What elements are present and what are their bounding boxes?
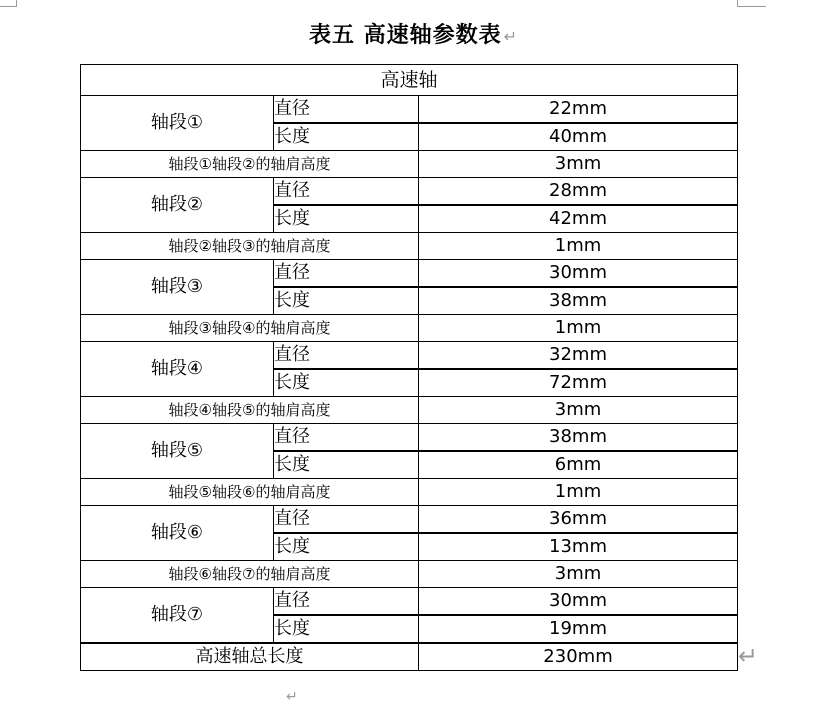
shoulder-height-row (81, 397, 738, 424)
length-label-cell: 长度 (274, 533, 419, 561)
diameter-label-cell: 直径 (274, 96, 419, 124)
shoulder-value-cell: 1mm (419, 479, 738, 506)
segment-row-diameter (81, 588, 738, 616)
length-label-cell: 长度 (274, 615, 419, 643)
diameter-value-cell: 36mm (419, 506, 738, 534)
paragraph-mark-icon: ↵ (738, 642, 759, 670)
total-length-label-cell: 高速轴总长度 (81, 643, 419, 671)
length-value-cell: 40mm (419, 123, 738, 151)
shoulder-label-cell: 轴段⑤轴段⑥的轴肩高度 (81, 479, 419, 506)
segment-row-diameter (81, 424, 738, 452)
paragraph-mark-icon: ↵ (503, 27, 519, 46)
diameter-value-cell: 32mm (419, 342, 738, 370)
shoulder-height-row (81, 151, 738, 178)
table-header-cell: 高速轴 (81, 65, 738, 96)
segment-row-diameter (81, 506, 738, 534)
length-label-cell: 长度 (274, 451, 419, 479)
shoulder-label-cell: 轴段⑥轴段⑦的轴肩高度 (81, 561, 419, 588)
diameter-value-cell: 22mm (419, 96, 738, 124)
paragraph-mark-icon: ↵ (286, 689, 298, 705)
shoulder-label-cell: 轴段③轴段④的轴肩高度 (81, 315, 419, 342)
page-corner-mark-right (737, 0, 766, 7)
length-value-cell: 72mm (419, 369, 738, 397)
segment-name-cell: 轴段① (81, 96, 274, 151)
diameter-value-cell: 30mm (419, 260, 738, 288)
shoulder-value-cell: 3mm (419, 561, 738, 588)
shoulder-value-cell: 1mm (419, 233, 738, 260)
segment-name-cell: 轴段⑥ (81, 506, 274, 561)
shoulder-value-cell: 1mm (419, 315, 738, 342)
length-label-cell: 长度 (274, 369, 419, 397)
table-header-row (81, 65, 738, 96)
length-value-cell: 38mm (419, 287, 738, 315)
diameter-label-cell: 直径 (274, 342, 419, 370)
total-length-value-cell: 230mm (419, 643, 738, 671)
shoulder-value-cell: 3mm (419, 151, 738, 178)
length-value-cell: 19mm (419, 615, 738, 643)
diameter-value-cell: 28mm (419, 178, 738, 206)
length-label-cell: 长度 (274, 123, 419, 151)
shoulder-label-cell: 轴段①轴段②的轴肩高度 (81, 151, 419, 178)
segment-row-diameter (81, 342, 738, 370)
shoulder-height-row (81, 315, 738, 342)
segment-row-diameter (81, 96, 738, 124)
diameter-label-cell: 直径 (274, 178, 419, 206)
shoulder-label-cell: 轴段④轴段⑤的轴肩高度 (81, 397, 419, 424)
diameter-value-cell: 38mm (419, 424, 738, 452)
shaft-parameter-table (80, 64, 738, 671)
shoulder-height-row (81, 561, 738, 588)
diameter-label-cell: 直径 (274, 260, 419, 288)
segment-name-cell: 轴段② (81, 178, 274, 233)
table-caption-text: 表五 高速轴参数表 (308, 22, 502, 48)
segment-name-cell: 轴段⑤ (81, 424, 274, 479)
segment-name-cell: 轴段⑦ (81, 588, 274, 644)
length-value-cell: 6mm (419, 451, 738, 479)
diameter-value-cell: 30mm (419, 588, 738, 616)
shoulder-value-cell: 3mm (419, 397, 738, 424)
segment-name-cell: 轴段③ (81, 260, 274, 315)
segment-row-diameter (81, 260, 738, 288)
diameter-label-cell: 直径 (274, 588, 419, 616)
shoulder-height-row (81, 479, 738, 506)
length-label-cell: 长度 (274, 205, 419, 233)
segment-name-cell: 轴段④ (81, 342, 274, 397)
total-length-row (81, 643, 738, 671)
diameter-label-cell: 直径 (274, 506, 419, 534)
diameter-label-cell: 直径 (274, 424, 419, 452)
shoulder-height-row (81, 233, 738, 260)
length-value-cell: 42mm (419, 205, 738, 233)
shoulder-label-cell: 轴段②轴段③的轴肩高度 (81, 233, 419, 260)
table-caption (0, 18, 827, 49)
page-corner-mark-left (0, 0, 17, 7)
length-label-cell: 长度 (274, 287, 419, 315)
segment-row-diameter (81, 178, 738, 206)
length-value-cell: 13mm (419, 533, 738, 561)
